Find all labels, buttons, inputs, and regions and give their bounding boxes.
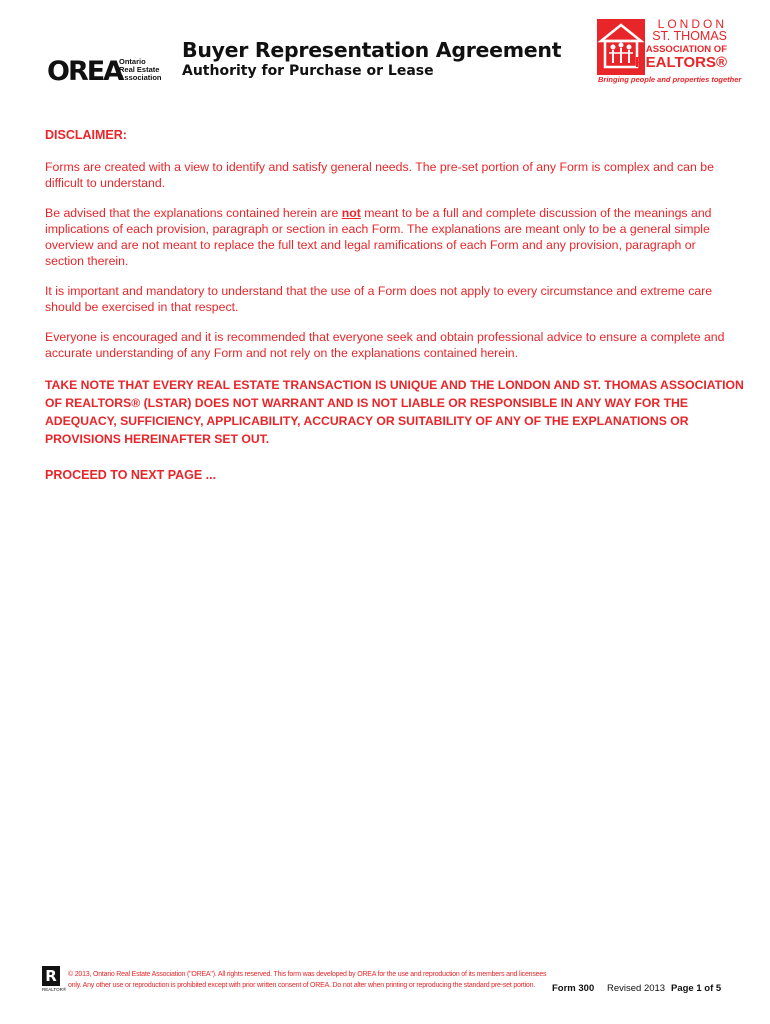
paragraph-2-text-before: Be advised that the explanations contained herein are (45, 206, 342, 220)
paragraph-2-text-after: meant to be a full and complete discussion of the meanings and implications of each provision, paragraph or section in each Form. The explanations are meant only to be a general simple overview and are not meant to replace the full text and legal ramifications of each Form and any provision, paragraph or section therein. (45, 206, 712, 268)
disclaimer-paragraph-3: It is important and mandatory to understand that the use of a Form does not apply to every circumstance and extreme care should be exercised in that respect. (45, 284, 713, 314)
realtor-r-icon: R (42, 966, 60, 986)
orea-logo (47, 56, 162, 88)
document-title: Buyer Representation Agreement (182, 38, 562, 62)
realtor-logo-text: REALTOR® (42, 987, 67, 992)
document-subtitle: Authority for Purchase or Lease (182, 63, 434, 79)
copyright-notice: © 2013, Ontario Real Estate Association ("OREA"). All rights reserved. This form was developed by OREA for the use and reproduction of its members and licensees only. Any other use or reproduction is prohibited except with prior written consent of OREA. Do not alter when printing or reproducing the standard pre-set portion. (68, 971, 547, 989)
lstar-logo-line2: ST. THOMAS (652, 29, 727, 43)
disclaimer-paragraph-2 (45, 205, 725, 269)
paragraph-2-emphasis: not (341, 206, 361, 220)
form-number: Form 300 (552, 983, 595, 994)
orea-logo-line: Association (119, 73, 162, 82)
lstar-logo-line4: REALTORS® (634, 54, 727, 71)
disclaimer-paragraph-1: Forms are created with a view to identify and satisfy general needs. The pre-set portion of any Form is complex and can be difficult to understand. (45, 160, 714, 190)
lstar-logo (597, 17, 742, 85)
page-number: Page 1 of 5 (671, 983, 722, 994)
orea-logo-line: Real Estate (119, 65, 160, 74)
disclaimer-heading: DISCLAIMER: (45, 128, 127, 142)
orea-logo-subtitle (119, 58, 162, 82)
lstar-logo-tagline: Bringing people and properties together (598, 75, 742, 84)
proceed-next-page: PROCEED TO NEXT PAGE ... (45, 468, 217, 482)
lstar-logo-line3: ASSOCIATION OF (645, 44, 727, 55)
take-note-warning: TAKE NOTE THAT EVERY REAL ESTATE TRANSACTION IS UNIQUE AND THE LONDON AND ST. THOMAS ASSOCIATION OF REALTORS® (LSTAR) DOES NOT WARRANT AND IS NOT LIABLE OR RESPONSIBLE IN ANY WAY FOR THE ADEQUACY, SUFFICIENCY, APPLICABILITY, ACCURACY OR SUITABILITY OF ANY OF THE EXPLANATIONS OR PROVISIONS HEREINAFTER SET OUT. (45, 378, 744, 446)
orea-logo-line: Ontario (119, 57, 146, 66)
realtor-logo (42, 966, 67, 996)
orea-logo-mark: OREA (47, 56, 123, 87)
lstar-logo-line1: LONDON (657, 17, 727, 31)
disclaimer-paragraph-4: Everyone is encouraged and it is recommended that everyone seek and obtain professional advice to ensure a complete and accurate understanding of any Form and not rely on the explanations contained herein. (45, 330, 725, 360)
revision-date: Revised 2013 (607, 983, 666, 994)
